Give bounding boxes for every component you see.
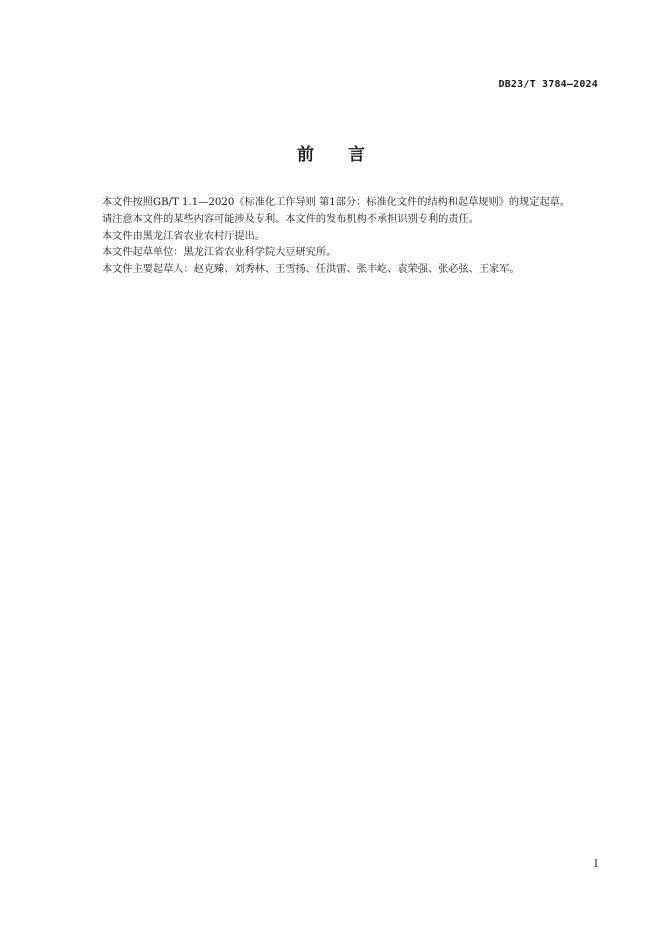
paragraph-proposer: 本文件由黑龙江省农业农村厅提出。 — [102, 230, 265, 242]
page-number: I — [594, 859, 598, 870]
paragraph-drafters: 本文件主要起草人：赵克臻、刘秀林、王雪扬、任洪雷、张丰屹、袁荣强、张必弦、王家军。 — [102, 264, 520, 276]
heading-char-1: 前 — [297, 145, 314, 165]
paragraph-patent-notice: 请注意本文件的某些内容可能涉及专利。本文件的发布机构不承担识别专利的责任。 — [102, 213, 479, 225]
foreword-body — [81, 195, 601, 279]
heading-char-2: 言 — [348, 145, 365, 165]
paragraph-drafting-unit: 本文件起草单位：黑龙江省农业科学院大豆研究所。 — [102, 247, 337, 259]
document-code: DB23/T 3784—2024 — [498, 79, 598, 90]
paragraph-drafting-rules: 本文件按照GB/T 1.1—2020《标准化工作导则 第1部分：标准化文件的结构和起草规则》的规定起草。 — [102, 197, 571, 208]
section-heading — [0, 140, 662, 165]
